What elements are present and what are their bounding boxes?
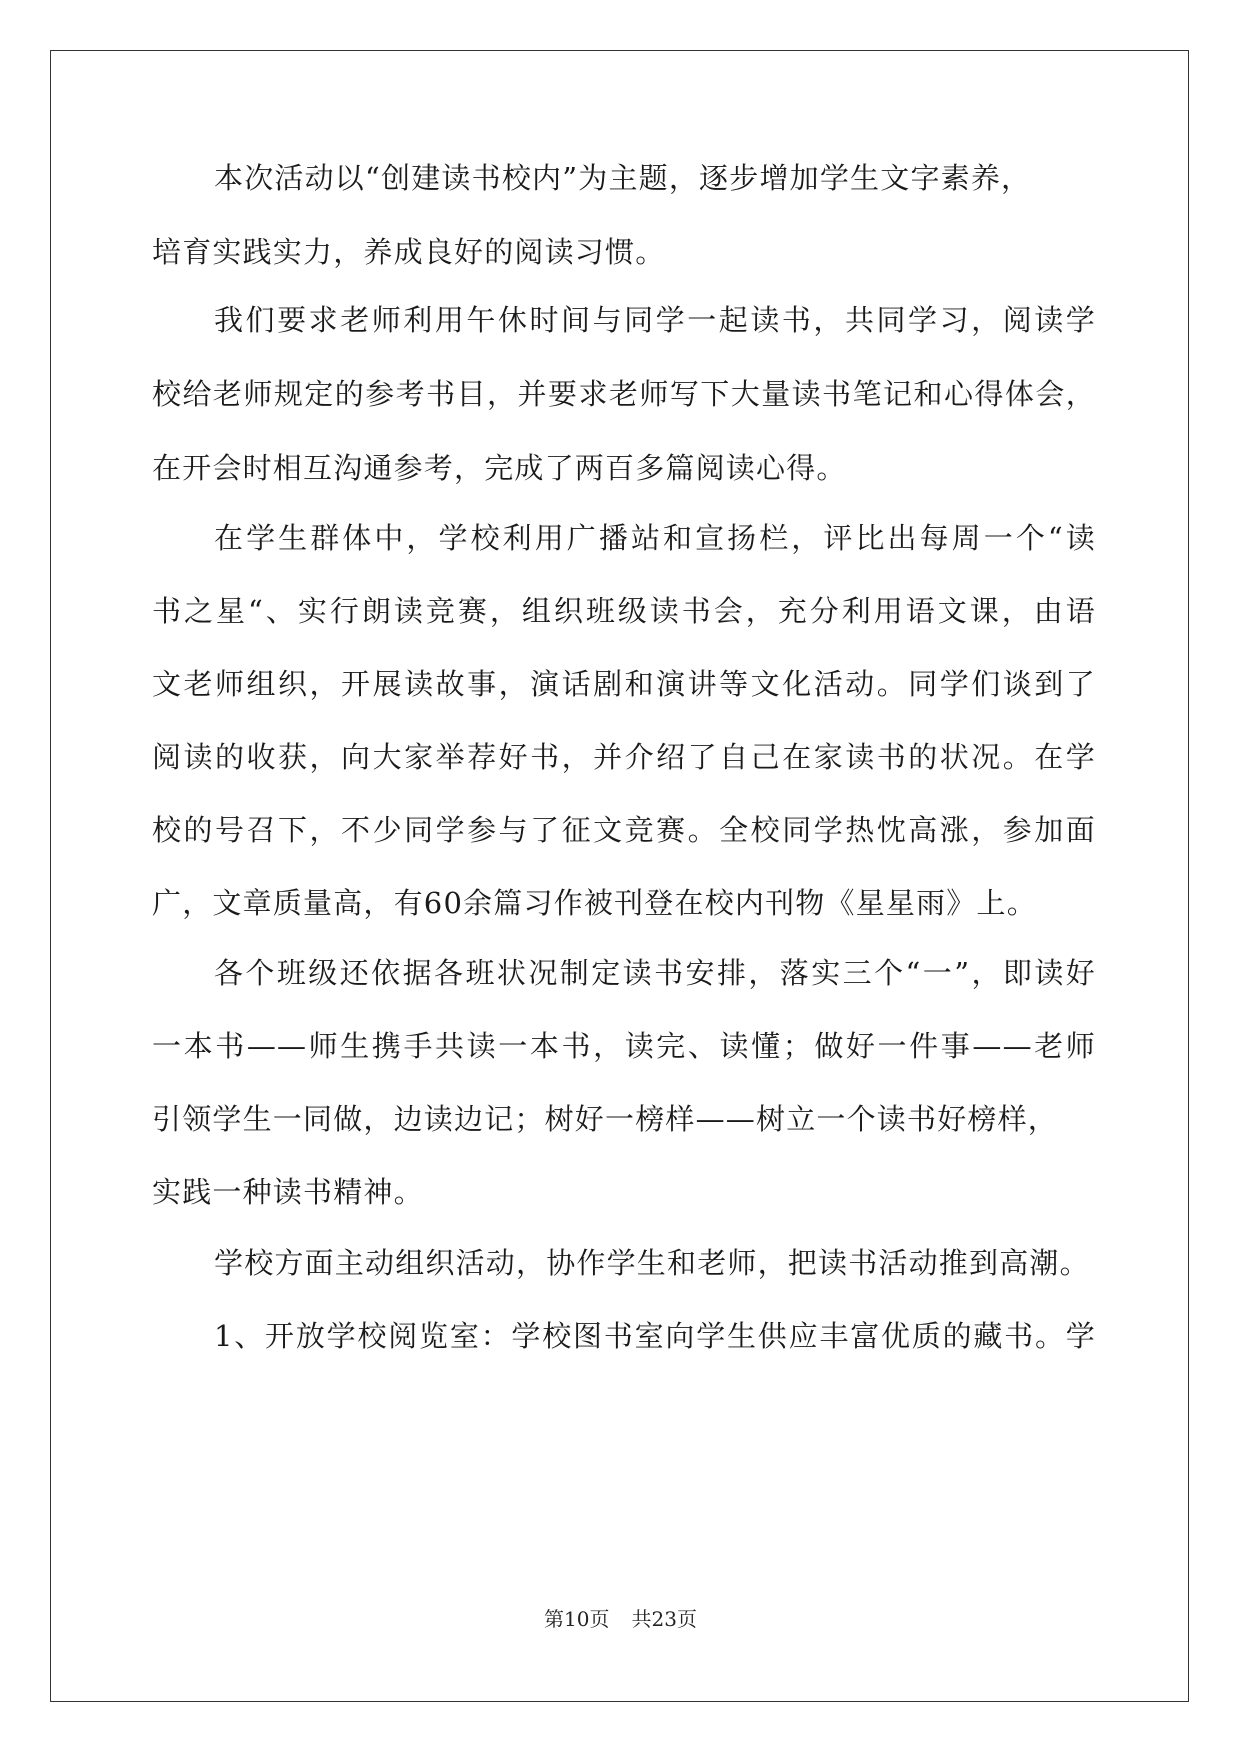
text-line: 文老师组织，开展读故事，演话剧和演讲等文化活动。同学们谈到了 [152,667,1096,701]
text-line: 各个班级还依据各班状况制定读书安排，落实三个“一”，即读好 [214,956,1096,990]
text-line: 校的号召下，不少同学参与了征文竞赛。全校同学热忱高涨，参加面 [152,813,1096,847]
text-line: 本次活动以“创建读书校内”为主题，逐步增加学生文字素养， [214,161,1032,195]
text-line: 在开会时相互沟通参考，完成了两百多篇阅读心得。 [152,451,847,485]
text-line: 在学生群体中，学校利用广播站和宣扬栏，评比出每周一个“读 [214,521,1096,555]
text-line: 1、开放学校阅览室：学校图书室向学生供应丰富优质的藏书。学 [214,1319,1096,1353]
text-line: 实践一种读书精神。 [152,1175,424,1209]
text-line: 我们要求老师利用午休时间与同学一起读书，共同学习，阅读学 [214,303,1096,337]
text-line: 阅读的收获，向大家举荐好书，并介绍了自己在家读书的状况。在学 [152,740,1096,774]
text-line: 书之星“、实行朗读竞赛，组织班级读书会，充分利用语文课，由语 [152,594,1096,628]
text-line: 引领学生一同做，边读边记；树好一榜样——树立一个读书好榜样， [152,1102,1059,1136]
page-border [50,50,1189,1702]
text-line: 校给老师规定的参考书目，并要求老师写下大量读书笔记和心得体会， [152,377,1096,411]
page-number-total: 共23页 [631,1607,697,1631]
text-line: 广，文章质量高，有60余篇习作被刊登在校内刊物《星星雨》上。 [152,886,1037,920]
text-line: 学校方面主动组织活动，协作学生和老师，把读书活动推到高潮。 [214,1246,1090,1280]
page-footer [0,1605,1241,1633]
text-line: 培育实践实力，养成良好的阅读习惯。 [152,235,666,269]
page-number-current: 第10页 [544,1607,610,1631]
text-line: 一本书——师生携手共读一本书，读完、读懂；做好一件事——老师 [152,1029,1096,1063]
